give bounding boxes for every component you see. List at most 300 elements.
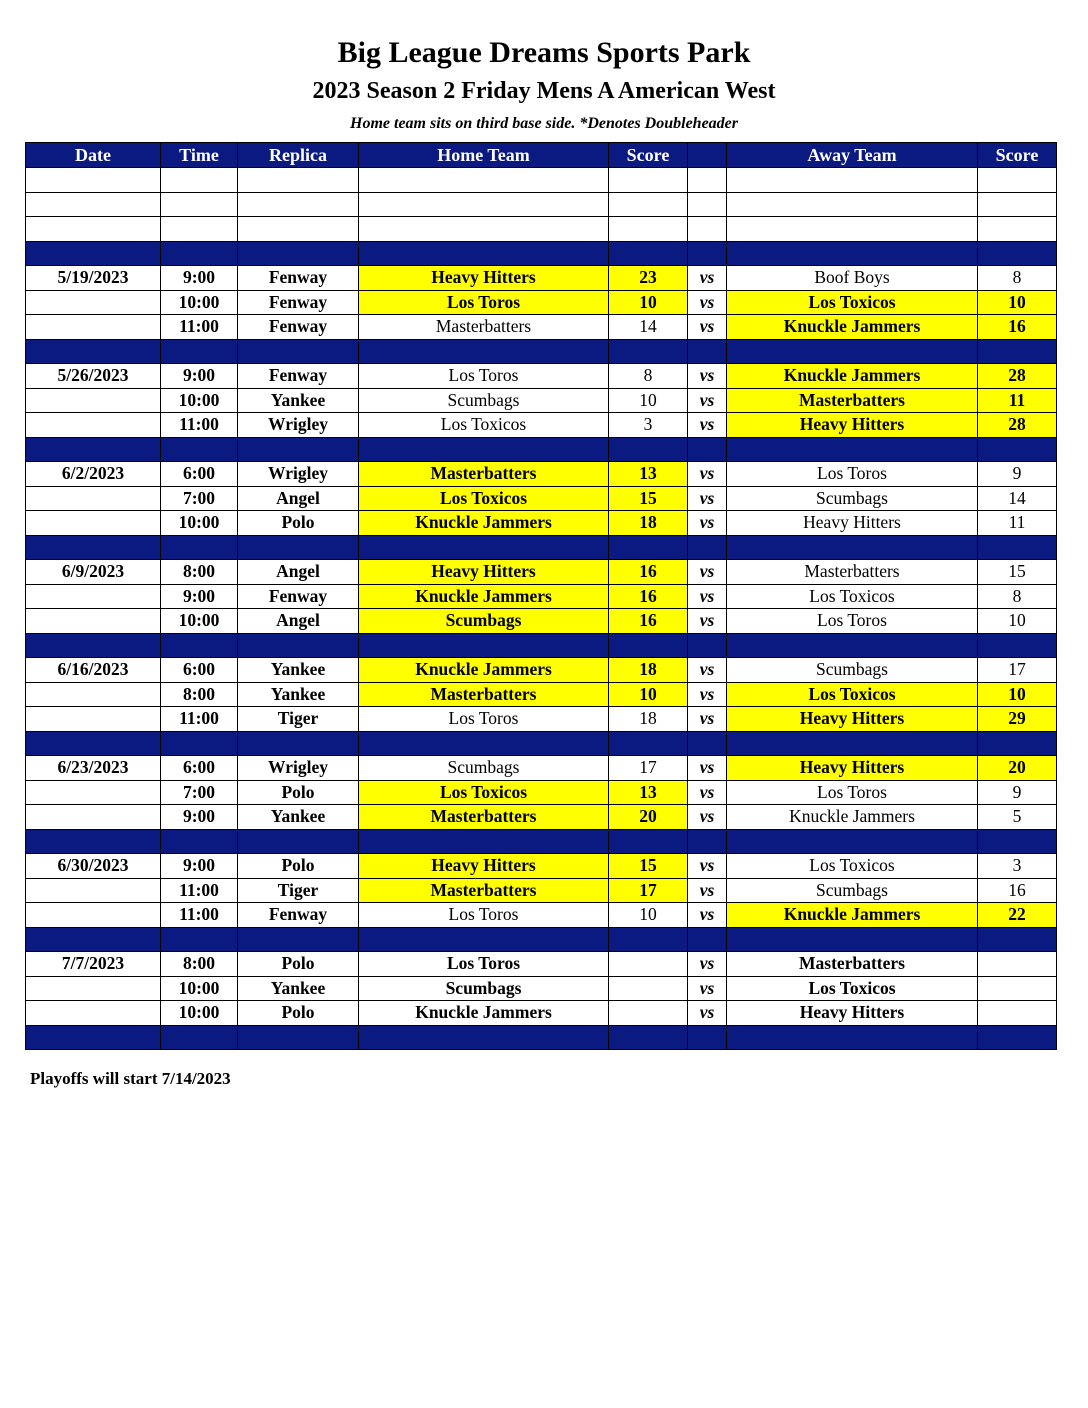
game-date [26, 315, 161, 340]
home-team: Knuckle Jammers [359, 658, 609, 683]
away-team: Los Toros [727, 609, 978, 634]
home-team: Masterbatters [359, 805, 609, 830]
home-team: Los Toros [359, 364, 609, 389]
empty-cell [978, 829, 1057, 854]
empty-cell [26, 168, 161, 193]
empty-cell [688, 829, 727, 854]
game-row [26, 658, 1057, 683]
game-date [26, 290, 161, 315]
vs-label: vs [688, 756, 727, 781]
away-score [978, 952, 1057, 977]
empty-cell [727, 168, 978, 193]
empty-cell [359, 168, 609, 193]
empty-cell [688, 633, 727, 658]
empty-cell [978, 217, 1057, 242]
game-time: 9:00 [161, 266, 238, 291]
home-team: Scumbags [359, 388, 609, 413]
away-team: Knuckle Jammers [727, 364, 978, 389]
game-field: Yankee [238, 976, 359, 1001]
empty-cell [26, 1025, 161, 1050]
game-date: 5/26/2023 [26, 364, 161, 389]
empty-cell [238, 339, 359, 364]
game-row [26, 315, 1057, 340]
game-time: 9:00 [161, 805, 238, 830]
game-time: 7:00 [161, 486, 238, 511]
empty-cell [161, 1025, 238, 1050]
col-header-time: Time [161, 143, 238, 168]
away-team: Los Toxicos [727, 682, 978, 707]
game-field: Wrigley [238, 756, 359, 781]
empty-cell [727, 731, 978, 756]
empty-cell [161, 192, 238, 217]
away-team: Boof Boys [727, 266, 978, 291]
home-score [609, 976, 688, 1001]
week-separator-row [26, 927, 1057, 952]
away-team: Scumbags [727, 486, 978, 511]
game-date [26, 903, 161, 928]
game-field: Angel [238, 486, 359, 511]
game-time: 10:00 [161, 511, 238, 536]
vs-label: vs [688, 780, 727, 805]
game-date [26, 878, 161, 903]
empty-cell [978, 535, 1057, 560]
game-row [26, 462, 1057, 487]
vs-label: vs [688, 952, 727, 977]
away-score [978, 976, 1057, 1001]
empty-cell [238, 168, 359, 193]
away-score: 10 [978, 609, 1057, 634]
empty-cell [609, 927, 688, 952]
empty-cell [26, 535, 161, 560]
game-date: 6/9/2023 [26, 560, 161, 585]
empty-cell [688, 731, 727, 756]
game-field: Polo [238, 1001, 359, 1026]
empty-cell [609, 217, 688, 242]
empty-cell [26, 217, 161, 242]
game-field: Angel [238, 609, 359, 634]
empty-cell [688, 437, 727, 462]
blank-row [26, 192, 1057, 217]
week-separator-row [26, 535, 1057, 560]
empty-cell [609, 829, 688, 854]
game-time: 6:00 [161, 658, 238, 683]
empty-cell [359, 192, 609, 217]
game-row [26, 266, 1057, 291]
week-separator-row [26, 829, 1057, 854]
blank-row [26, 217, 1057, 242]
game-field: Angel [238, 560, 359, 585]
away-score: 20 [978, 756, 1057, 781]
vs-label: vs [688, 290, 727, 315]
away-team: Knuckle Jammers [727, 805, 978, 830]
col-header-date: Date [26, 143, 161, 168]
away-team: Heavy Hitters [727, 756, 978, 781]
away-score: 28 [978, 364, 1057, 389]
away-score: 9 [978, 462, 1057, 487]
game-date [26, 609, 161, 634]
vs-label: vs [688, 658, 727, 683]
away-team: Los Toros [727, 462, 978, 487]
home-score: 13 [609, 780, 688, 805]
home-score: 15 [609, 854, 688, 879]
game-field: Polo [238, 854, 359, 879]
game-date: 7/7/2023 [26, 952, 161, 977]
away-score: 5 [978, 805, 1057, 830]
away-score: 22 [978, 903, 1057, 928]
game-field: Fenway [238, 290, 359, 315]
empty-cell [688, 535, 727, 560]
game-date: 6/30/2023 [26, 854, 161, 879]
home-score: 8 [609, 364, 688, 389]
empty-cell [238, 437, 359, 462]
away-score [978, 1001, 1057, 1026]
away-score: 16 [978, 878, 1057, 903]
empty-cell [161, 927, 238, 952]
home-team: Knuckle Jammers [359, 584, 609, 609]
home-team: Heavy Hitters [359, 854, 609, 879]
home-team: Knuckle Jammers [359, 1001, 609, 1026]
vs-label: vs [688, 805, 727, 830]
home-score: 18 [609, 707, 688, 732]
game-date [26, 486, 161, 511]
game-field: Yankee [238, 805, 359, 830]
vs-label: vs [688, 560, 727, 585]
empty-cell [359, 339, 609, 364]
home-score [609, 1001, 688, 1026]
empty-cell [161, 633, 238, 658]
home-score: 3 [609, 413, 688, 438]
empty-cell [609, 731, 688, 756]
home-team: Los Toros [359, 952, 609, 977]
empty-cell [978, 633, 1057, 658]
game-time: 9:00 [161, 584, 238, 609]
game-time: 7:00 [161, 780, 238, 805]
empty-cell [238, 1025, 359, 1050]
empty-cell [161, 437, 238, 462]
game-date: 6/16/2023 [26, 658, 161, 683]
away-team: Knuckle Jammers [727, 315, 978, 340]
game-date [26, 707, 161, 732]
game-time: 8:00 [161, 682, 238, 707]
vs-label: vs [688, 413, 727, 438]
away-team: Heavy Hitters [727, 413, 978, 438]
vs-label: vs [688, 388, 727, 413]
away-team: Scumbags [727, 878, 978, 903]
away-team: Los Toxicos [727, 976, 978, 1001]
home-team: Los Toxicos [359, 413, 609, 438]
home-score: 10 [609, 682, 688, 707]
col-header-vs [688, 143, 727, 168]
empty-cell [688, 241, 727, 266]
vs-label: vs [688, 707, 727, 732]
empty-cell [609, 1025, 688, 1050]
empty-cell [688, 217, 727, 242]
away-score: 14 [978, 486, 1057, 511]
away-team: Heavy Hitters [727, 707, 978, 732]
game-time: 11:00 [161, 878, 238, 903]
table-header-row [26, 143, 1057, 168]
game-row [26, 976, 1057, 1001]
vs-label: vs [688, 609, 727, 634]
empty-cell [238, 241, 359, 266]
week-separator-row [26, 731, 1057, 756]
page-subtitle: 2023 Season 2 Friday Mens A American West [312, 78, 776, 104]
away-score: 10 [978, 290, 1057, 315]
game-field: Yankee [238, 388, 359, 413]
game-time: 9:00 [161, 364, 238, 389]
game-field: Polo [238, 952, 359, 977]
home-team: Los Toros [359, 290, 609, 315]
game-date [26, 584, 161, 609]
empty-cell [609, 339, 688, 364]
game-field: Fenway [238, 903, 359, 928]
empty-cell [688, 168, 727, 193]
empty-cell [359, 1025, 609, 1050]
playoffs-note: Playoffs will start 7/14/2023 [30, 1069, 231, 1088]
empty-cell [727, 241, 978, 266]
away-team: Scumbags [727, 658, 978, 683]
game-time: 6:00 [161, 756, 238, 781]
empty-cell [688, 192, 727, 217]
game-time: 11:00 [161, 315, 238, 340]
vs-label: vs [688, 511, 727, 536]
away-score: 10 [978, 682, 1057, 707]
col-header-home-team: Home Team [359, 143, 609, 168]
game-date [26, 388, 161, 413]
away-score: 8 [978, 584, 1057, 609]
game-row [26, 780, 1057, 805]
game-field: Yankee [238, 658, 359, 683]
week-separator-row [26, 339, 1057, 364]
home-team: Scumbags [359, 976, 609, 1001]
empty-cell [978, 241, 1057, 266]
empty-cell [238, 535, 359, 560]
away-team: Masterbatters [727, 388, 978, 413]
empty-cell [727, 1025, 978, 1050]
vs-label: vs [688, 878, 727, 903]
home-team: Los Toxicos [359, 486, 609, 511]
game-field: Fenway [238, 364, 359, 389]
empty-cell [26, 927, 161, 952]
game-row [26, 952, 1057, 977]
away-team: Masterbatters [727, 952, 978, 977]
col-header-away-team: Away Team [727, 143, 978, 168]
away-team: Knuckle Jammers [727, 903, 978, 928]
empty-cell [978, 168, 1057, 193]
vs-label: vs [688, 486, 727, 511]
home-score: 23 [609, 266, 688, 291]
empty-cell [727, 217, 978, 242]
empty-cell [26, 437, 161, 462]
game-row [26, 1001, 1057, 1026]
home-score: 18 [609, 511, 688, 536]
empty-cell [359, 927, 609, 952]
vs-label: vs [688, 854, 727, 879]
empty-cell [359, 731, 609, 756]
game-row [26, 511, 1057, 536]
game-row [26, 413, 1057, 438]
home-score [609, 952, 688, 977]
game-date [26, 682, 161, 707]
empty-cell [727, 829, 978, 854]
empty-cell [161, 217, 238, 242]
game-time: 10:00 [161, 388, 238, 413]
empty-cell [727, 192, 978, 217]
empty-cell [161, 535, 238, 560]
game-date: 5/19/2023 [26, 266, 161, 291]
game-time: 11:00 [161, 413, 238, 438]
empty-cell [978, 1025, 1057, 1050]
home-team: Los Toros [359, 903, 609, 928]
empty-cell [609, 168, 688, 193]
empty-cell [727, 927, 978, 952]
empty-cell [727, 535, 978, 560]
away-score: 17 [978, 658, 1057, 683]
away-score: 3 [978, 854, 1057, 879]
empty-cell [26, 829, 161, 854]
game-field: Tiger [238, 878, 359, 903]
empty-cell [727, 339, 978, 364]
empty-cell [359, 829, 609, 854]
vs-label: vs [688, 1001, 727, 1026]
empty-cell [688, 1025, 727, 1050]
empty-cell [359, 241, 609, 266]
game-time: 11:00 [161, 707, 238, 732]
game-row [26, 290, 1057, 315]
empty-cell [359, 535, 609, 560]
empty-cell [238, 633, 359, 658]
home-team: Masterbatters [359, 315, 609, 340]
game-time: 8:00 [161, 560, 238, 585]
game-time: 10:00 [161, 1001, 238, 1026]
game-date [26, 976, 161, 1001]
home-score: 10 [609, 388, 688, 413]
empty-cell [359, 217, 609, 242]
home-score: 18 [609, 658, 688, 683]
game-time: 8:00 [161, 952, 238, 977]
empty-cell [161, 339, 238, 364]
home-team: Heavy Hitters [359, 560, 609, 585]
col-header-away-score: Score [978, 143, 1057, 168]
away-score: 11 [978, 388, 1057, 413]
empty-cell [359, 633, 609, 658]
home-team: Masterbatters [359, 878, 609, 903]
home-score: 15 [609, 486, 688, 511]
empty-cell [609, 241, 688, 266]
home-score: 16 [609, 560, 688, 585]
page-title: Big League Dreams Sports Park [337, 36, 751, 69]
game-row [26, 609, 1057, 634]
empty-cell [359, 437, 609, 462]
game-row [26, 682, 1057, 707]
away-team: Los Toxicos [727, 854, 978, 879]
away-team: Heavy Hitters [727, 511, 978, 536]
game-field: Wrigley [238, 462, 359, 487]
schedule-table [25, 142, 1057, 1050]
empty-cell [26, 633, 161, 658]
vs-label: vs [688, 682, 727, 707]
week-separator-row [26, 437, 1057, 462]
empty-cell [978, 927, 1057, 952]
game-row [26, 486, 1057, 511]
away-team: Los Toxicos [727, 584, 978, 609]
home-team: Los Toxicos [359, 780, 609, 805]
empty-cell [161, 168, 238, 193]
home-score: 17 [609, 756, 688, 781]
game-field: Wrigley [238, 413, 359, 438]
empty-cell [727, 633, 978, 658]
vs-label: vs [688, 364, 727, 389]
empty-cell [688, 927, 727, 952]
blank-row [26, 168, 1057, 193]
empty-cell [238, 829, 359, 854]
home-team: Scumbags [359, 756, 609, 781]
empty-cell [609, 192, 688, 217]
empty-cell [609, 633, 688, 658]
page-note: Home team sits on third base side. *Denotes Doubleheader [350, 115, 738, 132]
empty-cell [978, 192, 1057, 217]
home-score: 17 [609, 878, 688, 903]
empty-cell [238, 927, 359, 952]
away-score: 28 [978, 413, 1057, 438]
game-time: 10:00 [161, 976, 238, 1001]
home-team: Los Toros [359, 707, 609, 732]
empty-cell [238, 217, 359, 242]
game-date [26, 805, 161, 830]
game-row [26, 756, 1057, 781]
vs-label: vs [688, 903, 727, 928]
col-header-replica: Replica [238, 143, 359, 168]
empty-cell [26, 192, 161, 217]
vs-label: vs [688, 315, 727, 340]
game-date [26, 511, 161, 536]
game-row [26, 854, 1057, 879]
home-score: 20 [609, 805, 688, 830]
empty-cell [609, 535, 688, 560]
away-score: 11 [978, 511, 1057, 536]
game-date: 6/23/2023 [26, 756, 161, 781]
vs-label: vs [688, 584, 727, 609]
vs-label: vs [688, 976, 727, 1001]
away-team: Los Toxicos [727, 290, 978, 315]
game-row [26, 903, 1057, 928]
away-score: 29 [978, 707, 1057, 732]
home-team: Heavy Hitters [359, 266, 609, 291]
game-row [26, 878, 1057, 903]
game-row [26, 707, 1057, 732]
empty-cell [26, 241, 161, 266]
game-field: Fenway [238, 266, 359, 291]
game-time: 6:00 [161, 462, 238, 487]
col-header-home-score: Score [609, 143, 688, 168]
empty-cell [161, 829, 238, 854]
home-team: Masterbatters [359, 462, 609, 487]
vs-label: vs [688, 266, 727, 291]
home-score: 10 [609, 290, 688, 315]
game-date: 6/2/2023 [26, 462, 161, 487]
empty-cell [688, 339, 727, 364]
home-score: 16 [609, 584, 688, 609]
game-row [26, 388, 1057, 413]
game-time: 11:00 [161, 903, 238, 928]
away-team: Heavy Hitters [727, 1001, 978, 1026]
empty-cell [727, 437, 978, 462]
game-field: Tiger [238, 707, 359, 732]
empty-cell [978, 437, 1057, 462]
empty-cell [978, 339, 1057, 364]
home-team: Knuckle Jammers [359, 511, 609, 536]
empty-cell [238, 731, 359, 756]
